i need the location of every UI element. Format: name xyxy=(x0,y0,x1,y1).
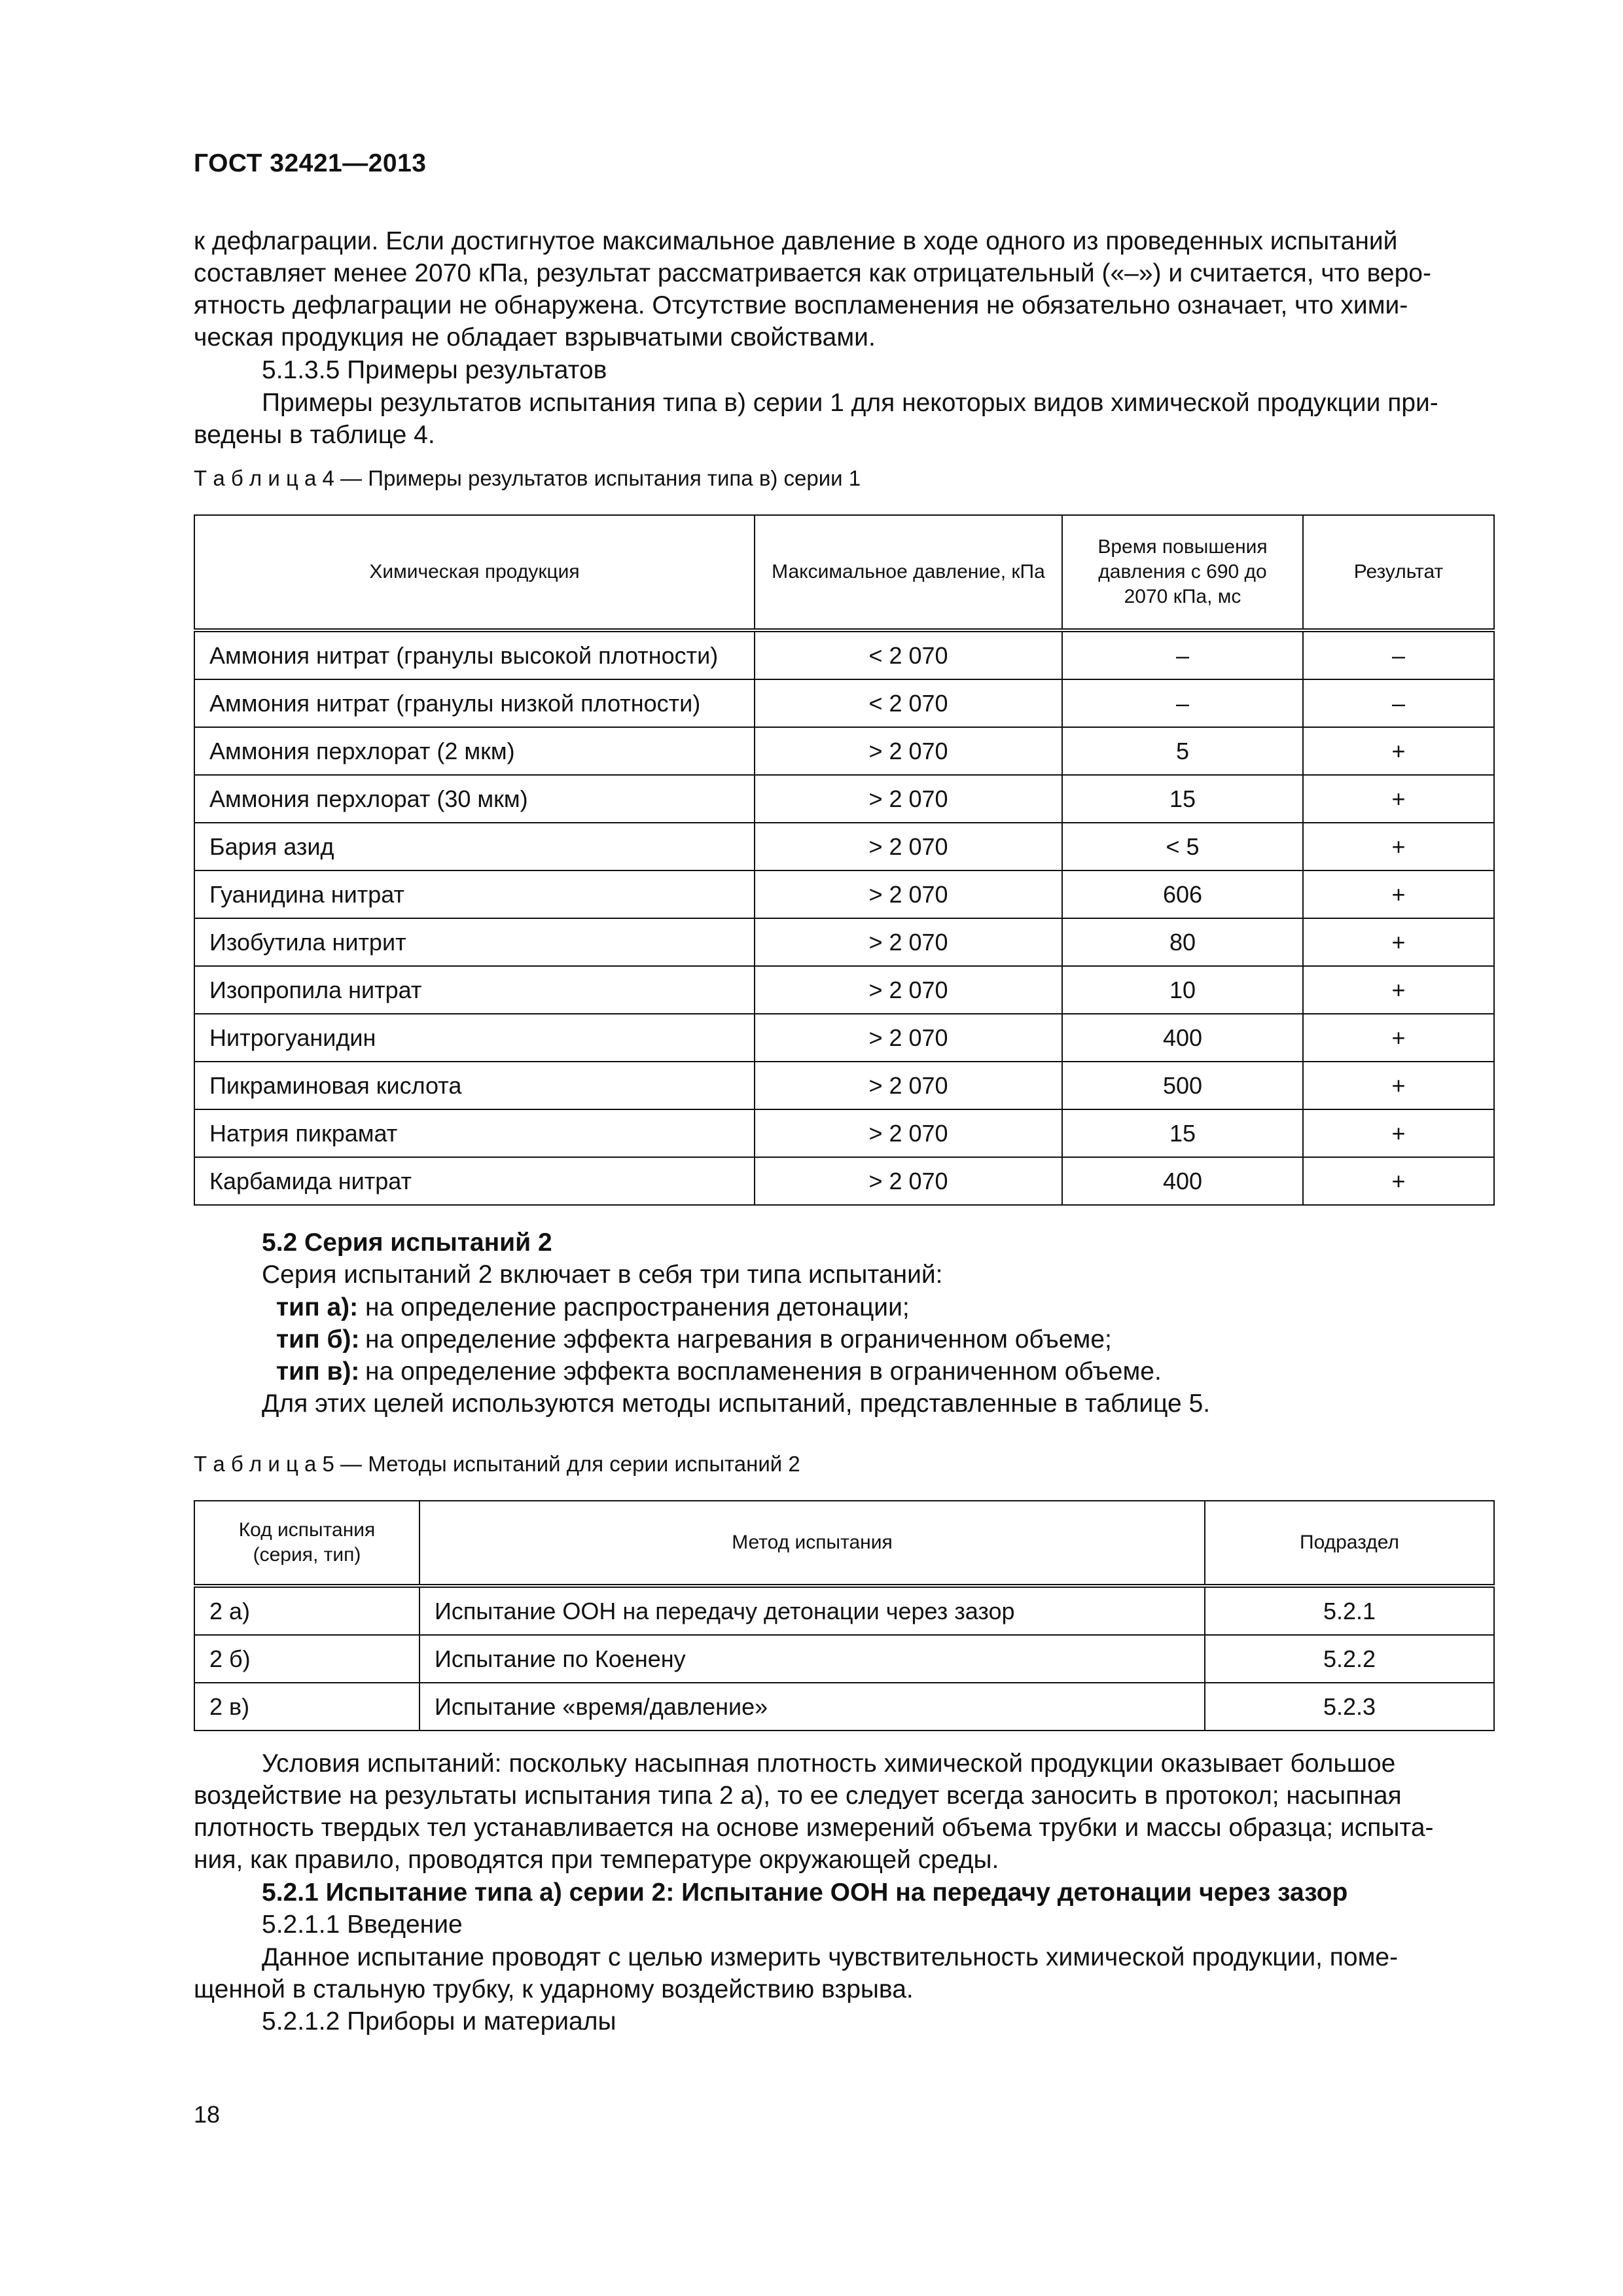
type-b-text: на определение эффекта нагревания в ограниченном объеме; xyxy=(365,1325,1112,1354)
table-row xyxy=(194,1157,1494,1205)
table-cell: – xyxy=(1303,679,1494,727)
table-row xyxy=(194,1109,1494,1157)
table-row xyxy=(194,630,1494,679)
table-cell: Аммония перхлорат (2 мкм) xyxy=(194,727,755,775)
conditions-line-4: ния, как правило, проводятся при температуре окружающей среды. xyxy=(194,1846,999,1874)
table-cell: Изобутила нитрит xyxy=(194,918,755,966)
table-row xyxy=(194,1586,1494,1635)
table-row xyxy=(194,727,1494,775)
table-cell: Бария азид xyxy=(194,823,755,870)
table-cell: + xyxy=(1303,1062,1494,1109)
section-521-line-1: Данное испытание проводят с целью измерить чувствительность химической продукции, поме- xyxy=(262,1943,1399,1971)
table-cell: > 2 070 xyxy=(755,727,1062,775)
table-row xyxy=(194,1062,1494,1109)
table-cell: 2 б) xyxy=(194,1635,419,1683)
table-cell: Испытание «время/давление» xyxy=(419,1683,1205,1731)
table-cell: 5 xyxy=(1062,727,1303,775)
table-row xyxy=(194,679,1494,727)
page-number: 18 xyxy=(194,2101,221,2128)
document-header: ГОСТ 32421—2013 xyxy=(194,149,427,177)
section-5135-line-2: ведены в таблице 4. xyxy=(194,421,435,449)
table-cell: – xyxy=(1303,630,1494,679)
table-row xyxy=(194,1014,1494,1062)
section-521-heading: 5.2.1 Испытание типа а) серии 2: Испытание ООН на передачу детонации через зазор xyxy=(262,1878,1348,1907)
table-cell: 5.2.1 xyxy=(1205,1586,1494,1635)
table-cell: + xyxy=(1303,727,1494,775)
type-b-item xyxy=(276,1323,1112,1355)
section-5135-line-1: Примеры результатов испытания типа в) серии 1 для некоторых видов химической продукции при- xyxy=(262,389,1438,417)
table-cell: – xyxy=(1062,679,1303,727)
table-row xyxy=(194,1683,1494,1731)
table-cell: + xyxy=(1303,1157,1494,1205)
table-cell: – xyxy=(1062,630,1303,679)
intro-line-2: составляет менее 2070 кПа, результат рассматривается как отрицательный («–») и считается, что веро- xyxy=(194,259,1431,287)
table-cell: 2 в) xyxy=(194,1683,419,1731)
conditions-line-3: плотность твердых тел устанавливается на основе измерений объема трубки и массы образца; испыта- xyxy=(194,1814,1434,1842)
table5-header-subsection: Подраздел xyxy=(1205,1501,1494,1586)
table5-header-method: Метод испытания xyxy=(419,1501,1205,1586)
table-cell: + xyxy=(1303,966,1494,1014)
section-5135-heading: 5.1.3.5 Примеры результатов xyxy=(262,356,607,384)
table-cell: > 2 070 xyxy=(755,918,1062,966)
table-row xyxy=(194,775,1494,823)
table-cell: + xyxy=(1303,775,1494,823)
table5-header-code: Код испытания (серия, тип) xyxy=(194,1501,419,1586)
table-cell: Натрия пикрамат xyxy=(194,1109,755,1157)
section-52-outro: Для этих целей используются методы испытаний, представленные в таблице 5. xyxy=(262,1390,1211,1418)
table-cell: 15 xyxy=(1062,1109,1303,1157)
table-cell: > 2 070 xyxy=(755,870,1062,918)
table-cell: Изопропила нитрат xyxy=(194,966,755,1014)
table-cell: Аммония нитрат (гранулы низкой плотности) xyxy=(194,679,755,727)
table-cell: Испытание ООН на передачу детонации через зазор xyxy=(419,1586,1205,1635)
table-cell: < 5 xyxy=(1062,823,1303,870)
table-row xyxy=(194,823,1494,870)
table-cell: + xyxy=(1303,1014,1494,1062)
table-row xyxy=(194,1635,1494,1683)
type-a-item xyxy=(276,1291,910,1323)
table-cell: 2 а) xyxy=(194,1586,419,1635)
table4-caption: Т а б л и ц а 4 — Примеры результатов испытания типа в) серии 1 xyxy=(194,466,861,490)
table-cell: > 2 070 xyxy=(755,823,1062,870)
table-cell: + xyxy=(1303,823,1494,870)
table-cell: 5.2.2 xyxy=(1205,1635,1494,1683)
table-cell: Аммония перхлорат (30 мкм) xyxy=(194,775,755,823)
table5-caption: Т а б л и ц а 5 — Методы испытаний для серии испытаний 2 xyxy=(194,1452,800,1476)
table-4 xyxy=(194,514,1495,1206)
table-cell: + xyxy=(1303,1109,1494,1157)
table-cell: + xyxy=(1303,870,1494,918)
table-cell: Испытание по Коенену xyxy=(419,1635,1205,1683)
table-cell: 15 xyxy=(1062,775,1303,823)
table-cell: 606 xyxy=(1062,870,1303,918)
type-c-text: на определение эффекта воспламенения в ограниченном объеме. xyxy=(365,1357,1162,1386)
table-cell: Гуанидина нитрат xyxy=(194,870,755,918)
table-5 xyxy=(194,1500,1495,1731)
table-cell: 400 xyxy=(1062,1157,1303,1205)
table4-header-time: Время повышения давления с 690 до 2070 кПа, мс xyxy=(1062,515,1303,630)
section-52-heading: 5.2 Серия испытаний 2 xyxy=(262,1229,552,1257)
table-cell: < 2 070 xyxy=(755,679,1062,727)
type-c-item xyxy=(276,1355,1162,1388)
table-cell: < 2 070 xyxy=(755,630,1062,679)
type-c-label: тип в): xyxy=(276,1357,360,1386)
table-cell: > 2 070 xyxy=(755,775,1062,823)
table4-header-result: Результат xyxy=(1303,515,1494,630)
section-5212-heading: 5.2.1.2 Приборы и материалы xyxy=(262,2007,616,2036)
table-cell: Аммония нитрат (гранулы высокой плотности) xyxy=(194,630,755,679)
table-cell: + xyxy=(1303,918,1494,966)
table-cell: 80 xyxy=(1062,918,1303,966)
intro-line-1: к дефлаграции. Если достигнутое максимальное давление в ходе одного из проведенных испытаний xyxy=(194,227,1398,255)
intro-line-4: ческая продукция не обладает взрывчатыми свойствами. xyxy=(194,323,876,351)
table5-header-row xyxy=(194,1501,1494,1586)
intro-line-3: ятность дефлаграции не обнаружена. Отсутствие воспламенения не обязательно означает, что хими- xyxy=(194,291,1408,319)
table-row xyxy=(194,870,1494,918)
table-row xyxy=(194,918,1494,966)
table4-header-pressure: Максимальное давление, кПа xyxy=(755,515,1062,630)
type-b-label: тип б): xyxy=(276,1325,360,1354)
table-row xyxy=(194,966,1494,1014)
table-cell: > 2 070 xyxy=(755,1109,1062,1157)
conditions-line-1: Условия испытаний: поскольку насыпная плотность химической продукции оказывает большое xyxy=(262,1749,1396,1778)
table4-header-row xyxy=(194,515,1494,630)
table-cell: > 2 070 xyxy=(755,1157,1062,1205)
type-a-label: тип а): xyxy=(276,1293,359,1321)
conditions-line-2: воздействие на результаты испытания типа 2 а), то ее следует всегда заносить в протокол; насыпная xyxy=(194,1782,1402,1810)
type-a-text: на определение распространения детонации; xyxy=(365,1293,910,1321)
table4-header-product: Химическая продукция xyxy=(194,515,755,630)
table-cell: Пикраминовая кислота xyxy=(194,1062,755,1109)
table-cell: Карбамида нитрат xyxy=(194,1157,755,1205)
table-cell: Нитрогуанидин xyxy=(194,1014,755,1062)
table-cell: > 2 070 xyxy=(755,966,1062,1014)
table-cell: 10 xyxy=(1062,966,1303,1014)
table-cell: > 2 070 xyxy=(755,1014,1062,1062)
table-cell: 500 xyxy=(1062,1062,1303,1109)
section-521-line-2: щенной в стальную трубку, к ударному воздействию взрыва. xyxy=(194,1975,914,2003)
table-cell: 400 xyxy=(1062,1014,1303,1062)
section-5211-heading: 5.2.1.1 Введение xyxy=(262,1910,463,1939)
table-cell: > 2 070 xyxy=(755,1062,1062,1109)
section-52-intro: Серия испытаний 2 включает в себя три типа испытаний: xyxy=(262,1261,943,1289)
table-cell: 5.2.3 xyxy=(1205,1683,1494,1731)
